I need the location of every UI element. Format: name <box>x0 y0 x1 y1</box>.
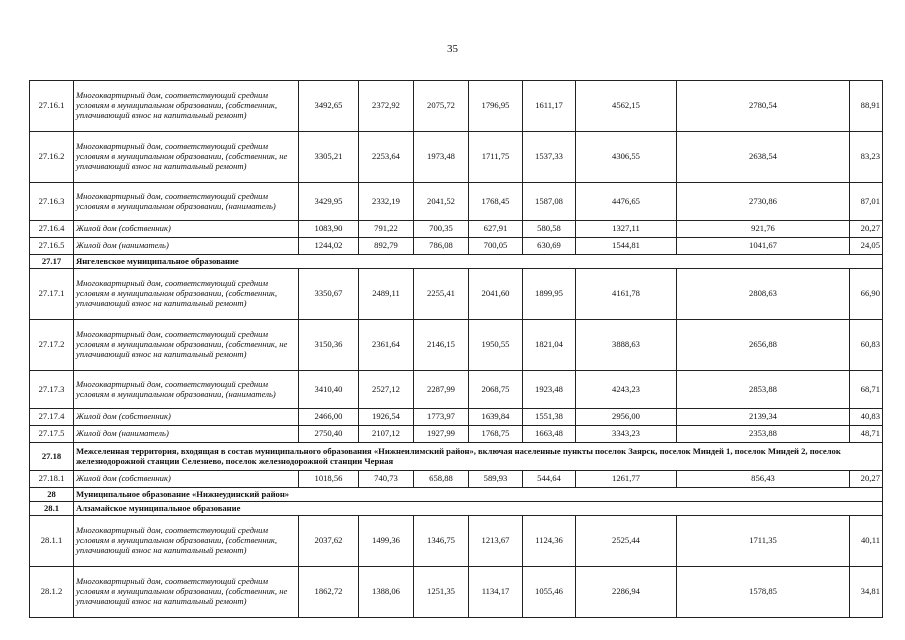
value-cell: 1611,17 <box>523 81 576 132</box>
table-row <box>30 269 883 320</box>
value-cell: 544,64 <box>523 471 576 488</box>
value-cell: 1551,38 <box>523 409 576 426</box>
value-cell: 1899,95 <box>523 269 576 320</box>
value-cell: 1663,48 <box>523 426 576 443</box>
row-description: Жилой дом (собственник) <box>74 221 299 238</box>
row-code: 28.1.1 <box>30 516 74 567</box>
row-description: Многоквартирный дом, соответствующий средним условиям в муниципальном образовании, (наниматель) <box>74 183 299 221</box>
row-description: Многоквартирный дом, соответствующий средним условиям в муниципальном образовании, (собственник, уплачивающий взнос на капитальный ремонт) <box>74 81 299 132</box>
value-cell: 658,88 <box>414 471 469 488</box>
value-cell: 2107,12 <box>359 426 414 443</box>
value-cell: 892,79 <box>359 238 414 255</box>
table-row <box>30 567 883 618</box>
value-cell: 1251,35 <box>414 567 469 618</box>
row-description: Многоквартирный дом, соответствующий средним условиям в муниципальном образовании, (собственник, уплачивающий взнос на капитальный ремонт) <box>74 269 299 320</box>
value-cell: 20,27 <box>850 221 883 238</box>
value-cell: 1768,75 <box>469 426 523 443</box>
section-title: Алзамайское муниципальное образование <box>74 502 883 516</box>
value-cell: 1587,08 <box>523 183 576 221</box>
value-cell: 2656,88 <box>677 320 850 371</box>
value-cell: 40,83 <box>850 409 883 426</box>
value-cell: 2361,64 <box>359 320 414 371</box>
value-cell: 1327,11 <box>576 221 677 238</box>
row-description: Многоквартирный дом, соответствующий средним условиям в муниципальном образовании, (собственник, не уплачивающий взнос на капитальный ремонт) <box>74 320 299 371</box>
value-cell: 921,76 <box>677 221 850 238</box>
value-cell: 589,93 <box>469 471 523 488</box>
value-cell: 856,43 <box>677 471 850 488</box>
value-cell: 740,73 <box>359 471 414 488</box>
value-cell: 1926,54 <box>359 409 414 426</box>
table-row <box>30 371 883 409</box>
value-cell: 2139,34 <box>677 409 850 426</box>
table-row <box>30 221 883 238</box>
row-code: 27.17.1 <box>30 269 74 320</box>
value-cell: 630,69 <box>523 238 576 255</box>
row-code: 27.16.1 <box>30 81 74 132</box>
value-cell: 2466,00 <box>299 409 359 426</box>
section-code: 27.17 <box>30 255 74 269</box>
row-description: Многоквартирный дом, соответствующий средним условиям в муниципальном образовании, (наниматель) <box>74 371 299 409</box>
row-code: 27.16.2 <box>30 132 74 183</box>
value-cell: 3888,63 <box>576 320 677 371</box>
value-cell: 3429,95 <box>299 183 359 221</box>
value-cell: 1639,84 <box>469 409 523 426</box>
value-cell: 1711,75 <box>469 132 523 183</box>
table-row <box>30 238 883 255</box>
value-cell: 2638,54 <box>677 132 850 183</box>
value-cell: 2808,63 <box>677 269 850 320</box>
row-code: 28.1.2 <box>30 567 74 618</box>
value-cell: 2353,88 <box>677 426 850 443</box>
value-cell: 40,11 <box>850 516 883 567</box>
value-cell: 3150,36 <box>299 320 359 371</box>
value-cell: 1578,85 <box>677 567 850 618</box>
section-title: Муниципальное образование «Нижнеудинский район» <box>74 488 883 502</box>
row-code: 27.17.5 <box>30 426 74 443</box>
value-cell: 700,35 <box>414 221 469 238</box>
value-cell: 1544,81 <box>576 238 677 255</box>
row-code: 27.16.3 <box>30 183 74 221</box>
value-cell: 3305,21 <box>299 132 359 183</box>
value-cell: 786,08 <box>414 238 469 255</box>
value-cell: 1537,33 <box>523 132 576 183</box>
section-row <box>30 255 883 269</box>
table-row <box>30 81 883 132</box>
value-cell: 791,22 <box>359 221 414 238</box>
value-cell: 2255,41 <box>414 269 469 320</box>
table-row <box>30 516 883 567</box>
section-code: 28 <box>30 488 74 502</box>
value-cell: 4476,65 <box>576 183 677 221</box>
tariff-table <box>29 80 883 618</box>
table-row <box>30 471 883 488</box>
value-cell: 1711,35 <box>677 516 850 567</box>
value-cell: 24,05 <box>850 238 883 255</box>
value-cell: 1213,67 <box>469 516 523 567</box>
value-cell: 4243,23 <box>576 371 677 409</box>
value-cell: 2041,52 <box>414 183 469 221</box>
value-cell: 2372,92 <box>359 81 414 132</box>
value-cell: 580,58 <box>523 221 576 238</box>
value-cell: 700,05 <box>469 238 523 255</box>
value-cell: 1768,45 <box>469 183 523 221</box>
page-number: 35 <box>447 43 458 55</box>
value-cell: 48,71 <box>850 426 883 443</box>
value-cell: 2527,12 <box>359 371 414 409</box>
value-cell: 3492,65 <box>299 81 359 132</box>
row-code: 27.17.2 <box>30 320 74 371</box>
value-cell: 68,71 <box>850 371 883 409</box>
row-description: Многоквартирный дом, соответствующий средним условиям в муниципальном образовании, (собственник, уплачивающий взнос на капитальный ремонт) <box>74 516 299 567</box>
row-description: Многоквартирный дом, соответствующий средним условиям в муниципальном образовании, (собственник, не уплачивающий взнос на капитальный ремонт) <box>74 567 299 618</box>
value-cell: 88,91 <box>850 81 883 132</box>
value-cell: 2730,86 <box>677 183 850 221</box>
table-row <box>30 183 883 221</box>
value-cell: 1041,67 <box>677 238 850 255</box>
value-cell: 20,27 <box>850 471 883 488</box>
value-cell: 1124,36 <box>523 516 576 567</box>
value-cell: 60,83 <box>850 320 883 371</box>
value-cell: 1973,48 <box>414 132 469 183</box>
section-code: 27.18 <box>30 443 74 471</box>
value-cell: 2146,15 <box>414 320 469 371</box>
value-cell: 627,91 <box>469 221 523 238</box>
row-code: 27.16.5 <box>30 238 74 255</box>
value-cell: 1055,46 <box>523 567 576 618</box>
value-cell: 2956,00 <box>576 409 677 426</box>
value-cell: 2068,75 <box>469 371 523 409</box>
value-cell: 1499,36 <box>359 516 414 567</box>
value-cell: 1083,90 <box>299 221 359 238</box>
row-description: Жилой дом (собственник) <box>74 409 299 426</box>
value-cell: 2750,40 <box>299 426 359 443</box>
value-cell: 2853,88 <box>677 371 850 409</box>
value-cell: 4306,55 <box>576 132 677 183</box>
value-cell: 83,23 <box>850 132 883 183</box>
value-cell: 34,81 <box>850 567 883 618</box>
table-row <box>30 409 883 426</box>
value-cell: 2041,60 <box>469 269 523 320</box>
value-cell: 3410,40 <box>299 371 359 409</box>
row-description: Жилой дом (наниматель) <box>74 238 299 255</box>
section-code: 28.1 <box>30 502 74 516</box>
section-row <box>30 502 883 516</box>
row-code: 27.16.4 <box>30 221 74 238</box>
value-cell: 2489,11 <box>359 269 414 320</box>
row-description: Жилой дом (собственник) <box>74 471 299 488</box>
value-cell: 1821,04 <box>523 320 576 371</box>
row-description: Многоквартирный дом, соответствующий средним условиям в муниципальном образовании, (собственник, не уплачивающий взнос на капитальный ремонт) <box>74 132 299 183</box>
value-cell: 1927,99 <box>414 426 469 443</box>
value-cell: 2780,54 <box>677 81 850 132</box>
value-cell: 2075,72 <box>414 81 469 132</box>
value-cell: 2332,19 <box>359 183 414 221</box>
value-cell: 2037,62 <box>299 516 359 567</box>
value-cell: 1862,72 <box>299 567 359 618</box>
value-cell: 1773,97 <box>414 409 469 426</box>
value-cell: 2253,64 <box>359 132 414 183</box>
row-code: 27.17.3 <box>30 371 74 409</box>
value-cell: 4562,15 <box>576 81 677 132</box>
value-cell: 1950,55 <box>469 320 523 371</box>
row-code: 27.17.4 <box>30 409 74 426</box>
value-cell: 2525,44 <box>576 516 677 567</box>
row-code: 27.18.1 <box>30 471 74 488</box>
section-title: Межселенная территория, входящая в состав муниципального образования «Нижнеилимский район», включая населенные пункты поселок Заярск, поселок Миндей 1, поселок Миндей 2, поселок железнодорожной станции Селезнево, поселок железнодорожной станции Черная <box>74 443 883 471</box>
value-cell: 2286,94 <box>576 567 677 618</box>
value-cell: 3350,67 <box>299 269 359 320</box>
value-cell: 1346,75 <box>414 516 469 567</box>
table-row <box>30 426 883 443</box>
value-cell: 1261,77 <box>576 471 677 488</box>
row-description: Жилой дом (наниматель) <box>74 426 299 443</box>
value-cell: 4161,78 <box>576 269 677 320</box>
table-row <box>30 320 883 371</box>
value-cell: 1923,48 <box>523 371 576 409</box>
section-row <box>30 443 883 471</box>
value-cell: 1134,17 <box>469 567 523 618</box>
value-cell: 1388,06 <box>359 567 414 618</box>
value-cell: 1018,56 <box>299 471 359 488</box>
value-cell: 2287,99 <box>414 371 469 409</box>
value-cell: 1796,95 <box>469 81 523 132</box>
value-cell: 87,01 <box>850 183 883 221</box>
section-title: Янгелевское муниципальное образование <box>74 255 883 269</box>
value-cell: 66,90 <box>850 269 883 320</box>
value-cell: 1244,02 <box>299 238 359 255</box>
table-row <box>30 132 883 183</box>
section-row <box>30 488 883 502</box>
value-cell: 3343,23 <box>576 426 677 443</box>
